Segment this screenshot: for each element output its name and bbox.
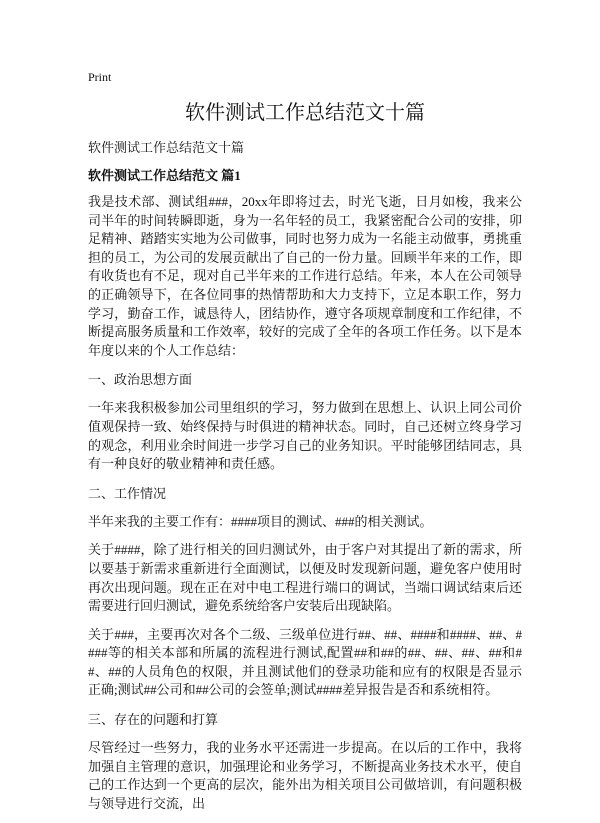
- section-heading: 一、政治思想方面: [88, 372, 193, 388]
- paragraph: 关于###，主要再次对各个二级、三级单位进行##、##、####和####、##、####等的相关本部和所属的流程进行测试,配置##和##的##、##、##、##和##、##的人员角色的权限，并且测试他们的登录功能和应有的权限是否显示正确;测试##公司和##公司的会签单;测试####差异报告是否和系统相符。: [88, 626, 522, 698]
- print-label[interactable]: Print: [88, 70, 112, 84]
- paragraph: 尽管经过一些努力，我的业务水平还需进一步提高。在以后的工作中，我将加强自主管理的意识，加强理论和业务学习，不断提高业务技术水平，使自己的工作达到一个更高的层次，能外出为相关项目公司做培训，有问题积极与领导进行交流，出: [88, 740, 522, 811]
- section-heading: 三、存在的问题和打算: [88, 712, 219, 728]
- paragraph: 关于####，除了进行相关的回归测试外，由于客户对其提出了新的需求，所以要基于新需求重新进行全面测试，以便及时发现新问题，避免客户使用时再次出现问题。现在正在对中电工程进行端口的调试，当端口调试结束后还需要进行回归测试，避免系统给客户安装后出现缺陷。: [88, 542, 522, 614]
- document-page: [88, 68, 522, 823]
- paragraph: 一年来我积极参加公司里组织的学习，努力做到在思想上、认识上同公司价值观保持一致、始终保持与时俱进的精神状态。同时，自己还树立终身学习的观念，利用业余时间进一步学习自己的业务知识。平时能够团结同志，具有一种良好的敬业精神和责任感。: [88, 400, 522, 472]
- article-heading: 软件测试工作总结范文 篇1: [88, 168, 241, 183]
- paragraph: 半年来我的主要工作有：####项目的测试、###的相关测试。: [88, 513, 433, 529]
- document-title: 软件测试工作总结范文十篇: [185, 102, 425, 124]
- document-subtitle: 软件测试工作总结范文十篇: [88, 140, 245, 155]
- section-heading: 二、工作情况: [88, 485, 167, 501]
- intro-paragraph: 我是技术部、测试组###，20xx年即将过去，时光飞逝，日月如梭，我来公司半年的时间转瞬即逝，身为一名年轻的员工，我紧密配合公司的安排，卯足精神、踏踏实实地为公司做事，同时也努力成为一名能主动做事，勇挑重担的员工，为公司的发展贡献出了自己的一份力量。回顾半年来的工作，即有收货也有不足，现对自己半年来的工作进行总结。年来，本人在公司领导的正确领导下，在各位同事的热情帮助和大力支持下，立足本职工作，努力学习，勤奋工作，诚恳待人，团结协作，遵守各项规章制度和工作纪律，不断提高服务质量和工作效率，较好的完成了全年的各项工作任务。以下是本年度以来的个人工作总结：: [88, 194, 522, 358]
